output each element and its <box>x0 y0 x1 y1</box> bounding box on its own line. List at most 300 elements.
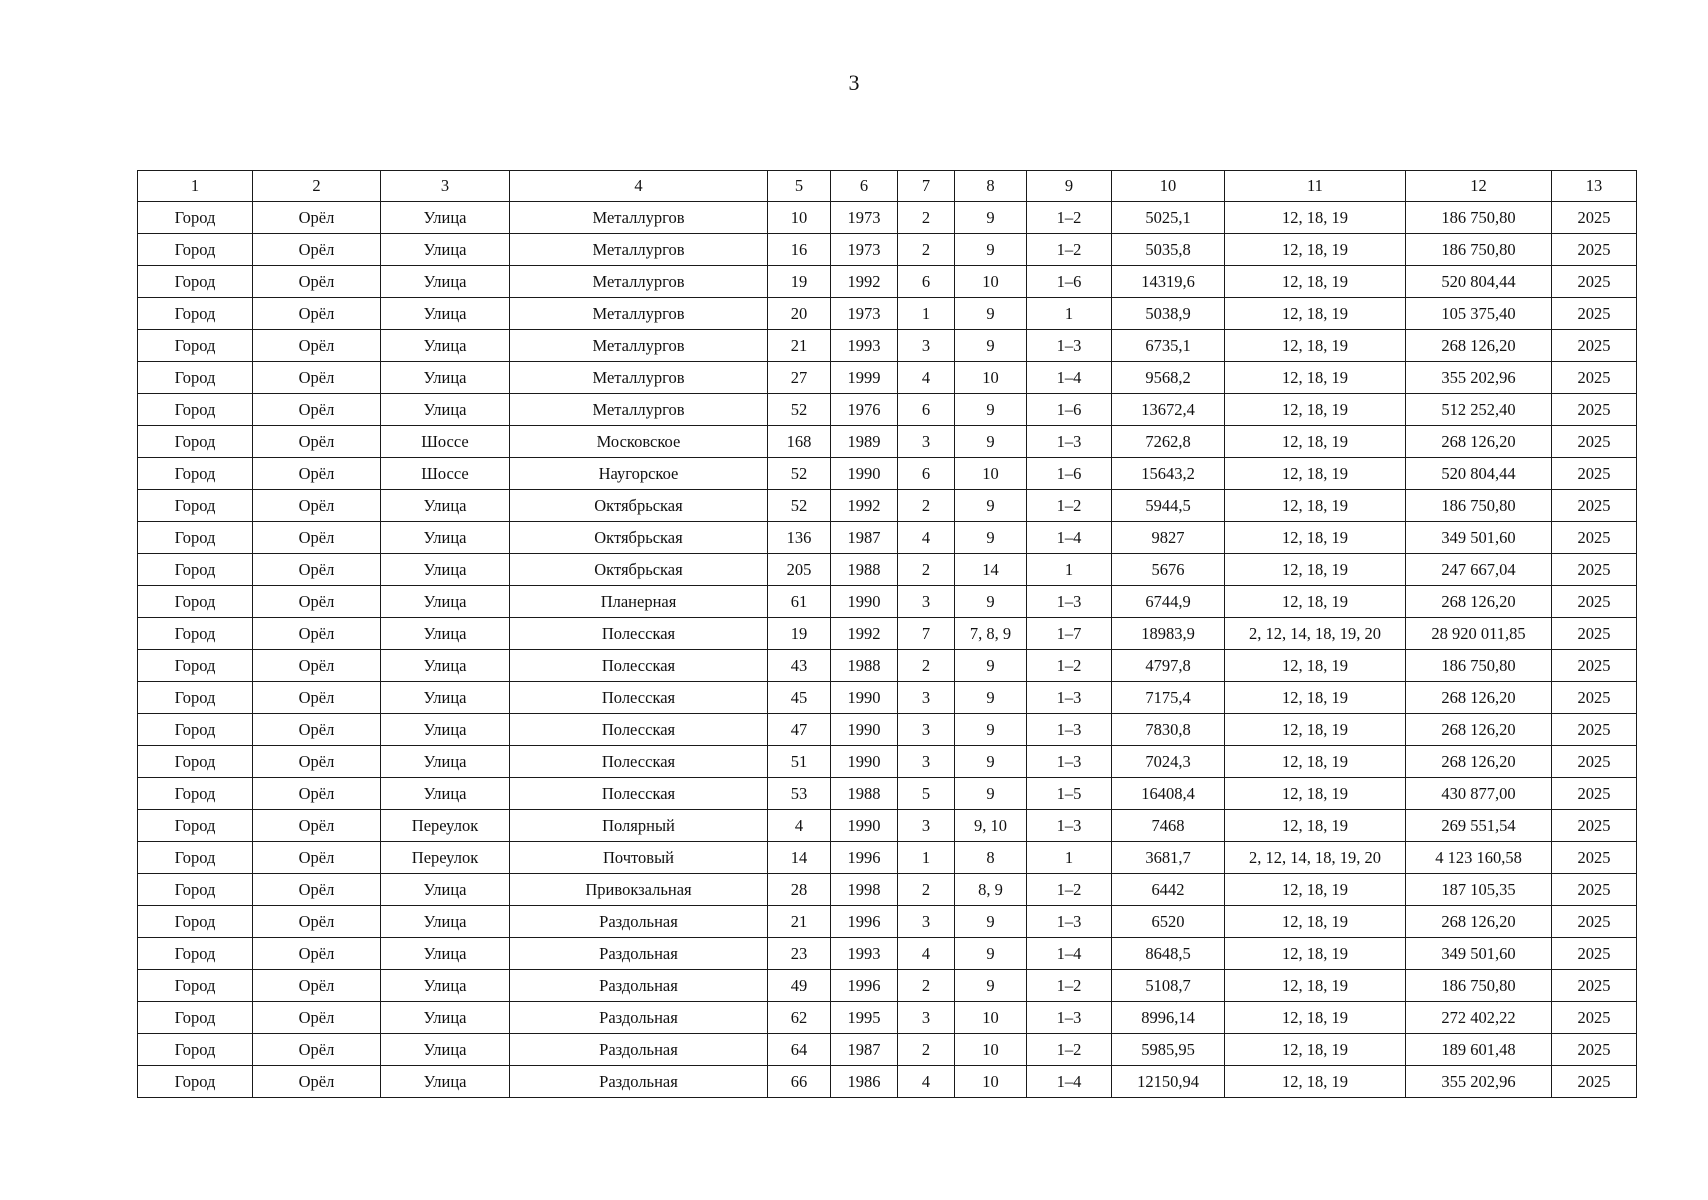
table-cell-col-5: 52 <box>768 458 831 490</box>
table-cell-col-10: 18983,9 <box>1112 618 1225 650</box>
table-cell-col-12: 349 501,60 <box>1406 522 1552 554</box>
table-cell-col-2: Орёл <box>253 906 381 938</box>
table-cell-col-1: Город <box>138 426 253 458</box>
table-cell-col-2: Орёл <box>253 682 381 714</box>
table-row <box>138 298 1637 330</box>
table-cell-col-12: 186 750,80 <box>1406 234 1552 266</box>
table-cell-col-4: Раздольная <box>510 1066 768 1098</box>
table-cell-col-13: 2025 <box>1552 394 1637 426</box>
table-cell-col-4: Раздольная <box>510 1002 768 1034</box>
table-cell-col-10: 7830,8 <box>1112 714 1225 746</box>
table-cell-col-12: 4 123 160,58 <box>1406 842 1552 874</box>
table-cell-col-3: Улица <box>381 714 510 746</box>
table-cell-col-12: 430 877,00 <box>1406 778 1552 810</box>
column-header-10: 10 <box>1112 171 1225 202</box>
table-cell-col-5: 52 <box>768 394 831 426</box>
table-cell-col-6: 1990 <box>831 714 898 746</box>
table-cell-col-8: 9, 10 <box>955 810 1027 842</box>
table-cell-col-13: 2025 <box>1552 682 1637 714</box>
table-cell-col-12: 268 126,20 <box>1406 586 1552 618</box>
table-cell-col-4: Полярный <box>510 810 768 842</box>
table-cell-col-12: 247 667,04 <box>1406 554 1552 586</box>
table-cell-col-7: 5 <box>898 778 955 810</box>
column-header-8: 8 <box>955 171 1027 202</box>
table-cell-col-8: 8, 9 <box>955 874 1027 906</box>
table-cell-col-13: 2025 <box>1552 330 1637 362</box>
table-cell-col-13: 2025 <box>1552 266 1637 298</box>
table-cell-col-13: 2025 <box>1552 362 1637 394</box>
table-cell-col-11: 12, 18, 19 <box>1225 1034 1406 1066</box>
table-cell-col-11: 12, 18, 19 <box>1225 938 1406 970</box>
table-cell-col-5: 168 <box>768 426 831 458</box>
table-cell-col-10: 4797,8 <box>1112 650 1225 682</box>
table-cell-col-5: 23 <box>768 938 831 970</box>
table-cell-col-3: Улица <box>381 362 510 394</box>
table-cell-col-11: 12, 18, 19 <box>1225 426 1406 458</box>
table-cell-col-2: Орёл <box>253 330 381 362</box>
table-cell-col-8: 9 <box>955 298 1027 330</box>
table-cell-col-11: 12, 18, 19 <box>1225 202 1406 234</box>
table-cell-col-2: Орёл <box>253 938 381 970</box>
table-cell-col-8: 9 <box>955 330 1027 362</box>
table-cell-col-13: 2025 <box>1552 618 1637 650</box>
table-cell-col-4: Почтовый <box>510 842 768 874</box>
table-cell-col-6: 1993 <box>831 938 898 970</box>
table-cell-col-2: Орёл <box>253 970 381 1002</box>
table-cell-col-11: 12, 18, 19 <box>1225 266 1406 298</box>
table-cell-col-4: Металлургов <box>510 298 768 330</box>
table-cell-col-3: Шоссе <box>381 458 510 490</box>
table-cell-col-11: 12, 18, 19 <box>1225 458 1406 490</box>
table-row <box>138 490 1637 522</box>
table-cell-col-11: 12, 18, 19 <box>1225 522 1406 554</box>
table-cell-col-6: 1993 <box>831 330 898 362</box>
table-cell-col-3: Шоссе <box>381 426 510 458</box>
table-cell-col-9: 1–2 <box>1027 970 1112 1002</box>
table-cell-col-9: 1–3 <box>1027 746 1112 778</box>
table-cell-col-12: 355 202,96 <box>1406 1066 1552 1098</box>
table-row <box>138 650 1637 682</box>
table-cell-col-13: 2025 <box>1552 426 1637 458</box>
table-cell-col-4: Раздольная <box>510 970 768 1002</box>
table-cell-col-10: 5038,9 <box>1112 298 1225 330</box>
table-cell-col-12: 268 126,20 <box>1406 682 1552 714</box>
table-cell-col-11: 2, 12, 14, 18, 19, 20 <box>1225 842 1406 874</box>
table-cell-col-8: 10 <box>955 458 1027 490</box>
table-cell-col-6: 1990 <box>831 682 898 714</box>
table-cell-col-4: Металлургов <box>510 234 768 266</box>
table-cell-col-12: 520 804,44 <box>1406 266 1552 298</box>
table-row <box>138 1002 1637 1034</box>
table-cell-col-10: 12150,94 <box>1112 1066 1225 1098</box>
table-cell-col-10: 6744,9 <box>1112 586 1225 618</box>
table-cell-col-8: 9 <box>955 202 1027 234</box>
table-cell-col-3: Улица <box>381 394 510 426</box>
table-cell-col-5: 21 <box>768 906 831 938</box>
table-cell-col-1: Город <box>138 682 253 714</box>
table-cell-col-4: Планерная <box>510 586 768 618</box>
table-cell-col-13: 2025 <box>1552 938 1637 970</box>
table-cell-col-13: 2025 <box>1552 746 1637 778</box>
table-cell-col-4: Полесская <box>510 682 768 714</box>
table-cell-col-10: 5985,95 <box>1112 1034 1225 1066</box>
table-cell-col-2: Орёл <box>253 298 381 330</box>
table-cell-col-5: 4 <box>768 810 831 842</box>
table-cell-col-6: 1986 <box>831 1066 898 1098</box>
table-cell-col-1: Город <box>138 650 253 682</box>
table-cell-col-10: 6442 <box>1112 874 1225 906</box>
table-row <box>138 1066 1637 1098</box>
table-cell-col-7: 1 <box>898 842 955 874</box>
table-cell-col-11: 12, 18, 19 <box>1225 490 1406 522</box>
table-cell-col-7: 2 <box>898 490 955 522</box>
table-cell-col-10: 5035,8 <box>1112 234 1225 266</box>
table-cell-col-3: Улица <box>381 330 510 362</box>
table-row <box>138 842 1637 874</box>
table-cell-col-10: 15643,2 <box>1112 458 1225 490</box>
header-row <box>138 171 1637 202</box>
table-cell-col-2: Орёл <box>253 458 381 490</box>
table-cell-col-1: Город <box>138 618 253 650</box>
table-cell-col-11: 12, 18, 19 <box>1225 778 1406 810</box>
table-cell-col-8: 10 <box>955 1034 1027 1066</box>
table-cell-col-1: Город <box>138 394 253 426</box>
table-cell-col-1: Город <box>138 1034 253 1066</box>
table-cell-col-4: Металлургов <box>510 394 768 426</box>
table-cell-col-13: 2025 <box>1552 458 1637 490</box>
table-cell-col-1: Город <box>138 234 253 266</box>
table-cell-col-8: 9 <box>955 746 1027 778</box>
table-cell-col-2: Орёл <box>253 778 381 810</box>
table-cell-col-3: Улица <box>381 202 510 234</box>
table-cell-col-10: 7468 <box>1112 810 1225 842</box>
table-cell-col-7: 2 <box>898 1034 955 1066</box>
table-row <box>138 938 1637 970</box>
table-cell-col-7: 3 <box>898 714 955 746</box>
table-cell-col-11: 12, 18, 19 <box>1225 362 1406 394</box>
table-cell-col-12: 268 126,20 <box>1406 906 1552 938</box>
table-cell-col-1: Город <box>138 458 253 490</box>
table-cell-col-11: 12, 18, 19 <box>1225 906 1406 938</box>
table-cell-col-9: 1–4 <box>1027 362 1112 394</box>
table-cell-col-6: 1990 <box>831 458 898 490</box>
table-cell-col-5: 64 <box>768 1034 831 1066</box>
table-cell-col-2: Орёл <box>253 490 381 522</box>
table-cell-col-7: 3 <box>898 426 955 458</box>
table-cell-col-9: 1–3 <box>1027 330 1112 362</box>
table-cell-col-3: Улица <box>381 938 510 970</box>
table-row <box>138 682 1637 714</box>
table-cell-col-1: Город <box>138 522 253 554</box>
table-cell-col-10: 9827 <box>1112 522 1225 554</box>
column-header-9: 9 <box>1027 171 1112 202</box>
table-cell-col-13: 2025 <box>1552 778 1637 810</box>
table-cell-col-8: 8 <box>955 842 1027 874</box>
table-cell-col-2: Орёл <box>253 426 381 458</box>
table-cell-col-2: Орёл <box>253 746 381 778</box>
table-cell-col-7: 2 <box>898 234 955 266</box>
table-cell-col-7: 6 <box>898 266 955 298</box>
table-cell-col-9: 1–3 <box>1027 586 1112 618</box>
table-cell-col-2: Орёл <box>253 842 381 874</box>
table-row <box>138 458 1637 490</box>
table-cell-col-3: Улица <box>381 906 510 938</box>
table-row <box>138 586 1637 618</box>
column-header-7: 7 <box>898 171 955 202</box>
table-cell-col-5: 66 <box>768 1066 831 1098</box>
table-cell-col-1: Город <box>138 362 253 394</box>
table-row <box>138 618 1637 650</box>
table-cell-col-8: 9 <box>955 906 1027 938</box>
table-cell-col-3: Улица <box>381 266 510 298</box>
table-cell-col-2: Орёл <box>253 522 381 554</box>
table-cell-col-3: Переулок <box>381 810 510 842</box>
table-row <box>138 426 1637 458</box>
table-cell-col-9: 1 <box>1027 298 1112 330</box>
table-cell-col-11: 12, 18, 19 <box>1225 1066 1406 1098</box>
table-cell-col-3: Улица <box>381 618 510 650</box>
table-cell-col-4: Металлургов <box>510 362 768 394</box>
table-cell-col-9: 1–3 <box>1027 426 1112 458</box>
table-cell-col-10: 5676 <box>1112 554 1225 586</box>
table-row <box>138 394 1637 426</box>
table-cell-col-8: 10 <box>955 266 1027 298</box>
table-cell-col-7: 4 <box>898 522 955 554</box>
table-cell-col-12: 187 105,35 <box>1406 874 1552 906</box>
table-cell-col-2: Орёл <box>253 1066 381 1098</box>
table-cell-col-1: Город <box>138 714 253 746</box>
table-cell-col-12: 349 501,60 <box>1406 938 1552 970</box>
table-cell-col-8: 9 <box>955 586 1027 618</box>
table-row <box>138 330 1637 362</box>
table-cell-col-3: Улица <box>381 586 510 618</box>
table-cell-col-3: Улица <box>381 778 510 810</box>
table-cell-col-10: 7262,8 <box>1112 426 1225 458</box>
table-cell-col-8: 10 <box>955 1002 1027 1034</box>
table-cell-col-1: Город <box>138 842 253 874</box>
table-cell-col-9: 1–6 <box>1027 458 1112 490</box>
table-cell-col-1: Город <box>138 906 253 938</box>
table-cell-col-13: 2025 <box>1552 906 1637 938</box>
table-cell-col-3: Улица <box>381 970 510 1002</box>
table-cell-col-12: 186 750,80 <box>1406 202 1552 234</box>
table-cell-col-7: 4 <box>898 362 955 394</box>
table-cell-col-11: 12, 18, 19 <box>1225 554 1406 586</box>
table-cell-col-6: 1996 <box>831 842 898 874</box>
table-cell-col-5: 43 <box>768 650 831 682</box>
table-cell-col-8: 9 <box>955 394 1027 426</box>
table-cell-col-5: 28 <box>768 874 831 906</box>
table-cell-col-8: 10 <box>955 362 1027 394</box>
table-cell-col-13: 2025 <box>1552 586 1637 618</box>
table-cell-col-6: 1992 <box>831 266 898 298</box>
table-cell-col-7: 1 <box>898 298 955 330</box>
table-cell-col-9: 1–2 <box>1027 874 1112 906</box>
table-cell-col-6: 1973 <box>831 234 898 266</box>
table-cell-col-9: 1 <box>1027 554 1112 586</box>
table-cell-col-3: Улица <box>381 1002 510 1034</box>
table-cell-col-2: Орёл <box>253 266 381 298</box>
table-cell-col-9: 1 <box>1027 842 1112 874</box>
table-cell-col-11: 12, 18, 19 <box>1225 234 1406 266</box>
table-cell-col-5: 47 <box>768 714 831 746</box>
table-row <box>138 362 1637 394</box>
table-header <box>138 171 1637 202</box>
table-cell-col-2: Орёл <box>253 202 381 234</box>
table-cell-col-4: Полесская <box>510 714 768 746</box>
table-row <box>138 202 1637 234</box>
table-cell-col-6: 1992 <box>831 618 898 650</box>
table-cell-col-8: 9 <box>955 522 1027 554</box>
table-cell-col-9: 1–3 <box>1027 906 1112 938</box>
table-row <box>138 522 1637 554</box>
table-cell-col-11: 12, 18, 19 <box>1225 330 1406 362</box>
table-cell-col-9: 1–3 <box>1027 682 1112 714</box>
table-cell-col-10: 9568,2 <box>1112 362 1225 394</box>
table-row <box>138 714 1637 746</box>
table-row <box>138 874 1637 906</box>
table-cell-col-5: 19 <box>768 618 831 650</box>
table-cell-col-7: 3 <box>898 682 955 714</box>
table-cell-col-8: 9 <box>955 490 1027 522</box>
table-cell-col-4: Наугорское <box>510 458 768 490</box>
table-cell-col-5: 61 <box>768 586 831 618</box>
table-cell-col-11: 12, 18, 19 <box>1225 394 1406 426</box>
page-number: 3 <box>848 70 860 95</box>
table-cell-col-1: Город <box>138 330 253 362</box>
table-cell-col-13: 2025 <box>1552 522 1637 554</box>
table-cell-col-4: Октябрьская <box>510 522 768 554</box>
table-cell-col-3: Улица <box>381 682 510 714</box>
table-cell-col-9: 1–3 <box>1027 714 1112 746</box>
column-header-3: 3 <box>381 171 510 202</box>
table-cell-col-6: 1988 <box>831 650 898 682</box>
table-cell-col-10: 7175,4 <box>1112 682 1225 714</box>
table-row <box>138 810 1637 842</box>
table-cell-col-8: 9 <box>955 682 1027 714</box>
table-cell-col-13: 2025 <box>1552 714 1637 746</box>
table-cell-col-6: 1996 <box>831 970 898 1002</box>
table-cell-col-10: 13672,4 <box>1112 394 1225 426</box>
table-cell-col-13: 2025 <box>1552 842 1637 874</box>
table-cell-col-8: 14 <box>955 554 1027 586</box>
table-cell-col-5: 45 <box>768 682 831 714</box>
table-cell-col-10: 5025,1 <box>1112 202 1225 234</box>
table-cell-col-12: 268 126,20 <box>1406 330 1552 362</box>
table-cell-col-2: Орёл <box>253 810 381 842</box>
table-cell-col-1: Город <box>138 1066 253 1098</box>
table-cell-col-5: 10 <box>768 202 831 234</box>
table-cell-col-9: 1–3 <box>1027 1002 1112 1034</box>
column-header-13: 13 <box>1552 171 1637 202</box>
table-cell-col-11: 12, 18, 19 <box>1225 298 1406 330</box>
table-cell-col-3: Улица <box>381 874 510 906</box>
table-cell-col-2: Орёл <box>253 362 381 394</box>
table-row <box>138 1034 1637 1066</box>
table-cell-col-9: 1–4 <box>1027 938 1112 970</box>
table-cell-col-1: Город <box>138 554 253 586</box>
column-header-4: 4 <box>510 171 768 202</box>
table-cell-col-2: Орёл <box>253 874 381 906</box>
table-cell-col-6: 1976 <box>831 394 898 426</box>
table-cell-col-9: 1–2 <box>1027 202 1112 234</box>
table-cell-col-9: 1–5 <box>1027 778 1112 810</box>
table-cell-col-7: 4 <box>898 1066 955 1098</box>
table-cell-col-7: 3 <box>898 330 955 362</box>
table-cell-col-6: 1973 <box>831 202 898 234</box>
table-cell-col-5: 62 <box>768 1002 831 1034</box>
table-row <box>138 554 1637 586</box>
table-cell-col-2: Орёл <box>253 714 381 746</box>
column-header-2: 2 <box>253 171 381 202</box>
table-cell-col-3: Улица <box>381 746 510 778</box>
table-cell-col-4: Полесская <box>510 778 768 810</box>
table-cell-col-12: 268 126,20 <box>1406 746 1552 778</box>
table-cell-col-4: Октябрьская <box>510 490 768 522</box>
table-cell-col-13: 2025 <box>1552 234 1637 266</box>
table-cell-col-3: Улица <box>381 1034 510 1066</box>
table-cell-col-9: 1–2 <box>1027 490 1112 522</box>
table-cell-col-12: 105 375,40 <box>1406 298 1552 330</box>
table-cell-col-6: 1992 <box>831 490 898 522</box>
column-header-6: 6 <box>831 171 898 202</box>
table-cell-col-7: 3 <box>898 586 955 618</box>
table-cell-col-9: 1–2 <box>1027 1034 1112 1066</box>
table-cell-col-5: 205 <box>768 554 831 586</box>
table-cell-col-5: 52 <box>768 490 831 522</box>
table-cell-col-4: Полесская <box>510 650 768 682</box>
table-cell-col-12: 28 920 011,85 <box>1406 618 1552 650</box>
table-cell-col-4: Октябрьская <box>510 554 768 586</box>
table-cell-col-9: 1–2 <box>1027 234 1112 266</box>
table-cell-col-6: 1987 <box>831 522 898 554</box>
table-cell-col-13: 2025 <box>1552 1002 1637 1034</box>
table-cell-col-1: Город <box>138 586 253 618</box>
table-cell-col-6: 1996 <box>831 906 898 938</box>
table-cell-col-11: 12, 18, 19 <box>1225 746 1406 778</box>
table-cell-col-7: 6 <box>898 394 955 426</box>
table-body <box>138 202 1637 1098</box>
table-cell-col-5: 19 <box>768 266 831 298</box>
table-cell-col-10: 5944,5 <box>1112 490 1225 522</box>
table-cell-col-4: Привокзальная <box>510 874 768 906</box>
table-cell-col-10: 8648,5 <box>1112 938 1225 970</box>
table-cell-col-5: 21 <box>768 330 831 362</box>
table-cell-col-6: 1998 <box>831 874 898 906</box>
table-cell-col-6: 1989 <box>831 426 898 458</box>
table-cell-col-5: 27 <box>768 362 831 394</box>
table-cell-col-12: 189 601,48 <box>1406 1034 1552 1066</box>
table-cell-col-4: Раздольная <box>510 938 768 970</box>
column-header-1: 1 <box>138 171 253 202</box>
table-cell-col-5: 20 <box>768 298 831 330</box>
table-cell-col-4: Металлургов <box>510 266 768 298</box>
table-cell-col-13: 2025 <box>1552 490 1637 522</box>
table-row <box>138 970 1637 1002</box>
table-row <box>138 266 1637 298</box>
table-cell-col-6: 1990 <box>831 586 898 618</box>
table-cell-col-6: 1987 <box>831 1034 898 1066</box>
table-cell-col-9: 1–6 <box>1027 394 1112 426</box>
table-cell-col-10: 8996,14 <box>1112 1002 1225 1034</box>
table-cell-col-2: Орёл <box>253 1002 381 1034</box>
table-cell-col-1: Город <box>138 490 253 522</box>
table-cell-col-3: Улица <box>381 234 510 266</box>
table-cell-col-1: Город <box>138 970 253 1002</box>
table-cell-col-7: 4 <box>898 938 955 970</box>
column-header-12: 12 <box>1406 171 1552 202</box>
table-cell-col-10: 6735,1 <box>1112 330 1225 362</box>
